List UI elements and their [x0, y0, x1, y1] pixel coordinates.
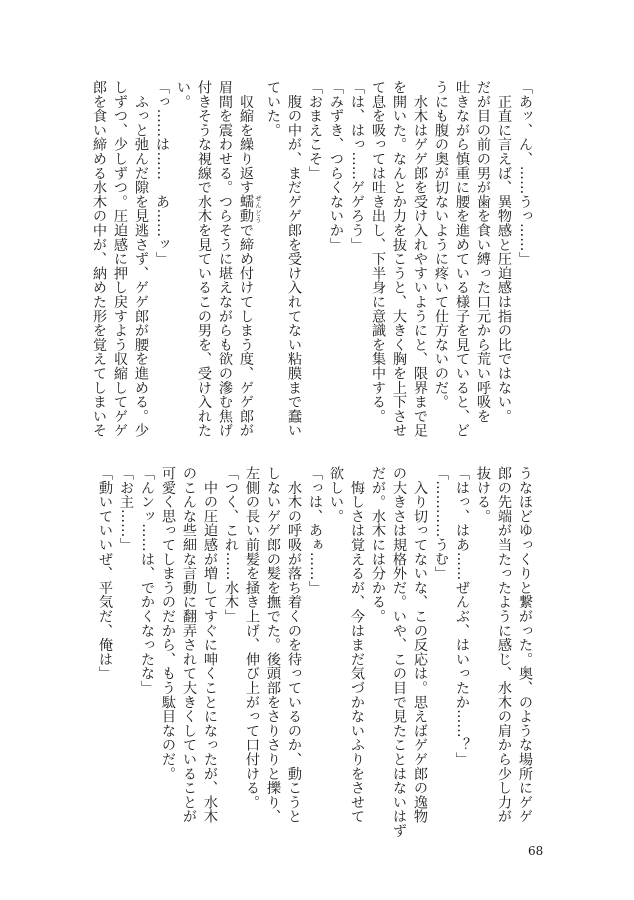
text-column: ていた。: [265, 80, 281, 138]
ruby-column-after: で締め付けてしまう度、ゲゲ郎が: [238, 223, 254, 438]
text-column: 入り切ってないな、この反応は。思えばゲゲ郎の逸物: [412, 466, 428, 824]
text-column: ふっと弛んだ隙を見逃さず、ゲゲ郎が腰を進める。少: [133, 80, 149, 438]
text-column: 「はっ、はあ……ぜんぶ、はいったか……？」: [454, 466, 470, 767]
text-column: 欲しい。: [328, 466, 344, 524]
text-column: 付きそうな視線で水木を見ているこの男を、受け入れた: [196, 80, 212, 438]
text-column: しないゲゲ郎の髪を撫でた。後頭部をさりさりと擽り、: [265, 466, 281, 824]
text-column: 左側の長い前髪を掻き上げ、伸び上がって口付ける。: [244, 466, 260, 810]
text-column: のこんな些細な言動に翻弄されて大きくしていることが: [181, 466, 197, 824]
text-column: 「おまえこそ」: [307, 80, 323, 181]
text-column: 「…………うむ」: [433, 466, 449, 581]
text-column: 水木はゲゲ郎を受け入れやすいようにと、限界まで足: [412, 80, 428, 438]
ruby-word: [238, 194, 262, 224]
text-column: 「お主……」: [118, 466, 134, 552]
text-column: を開いた。なんとか力を抜こうと、大きく胸を上下させ: [391, 80, 407, 438]
text-column: 抜ける。: [475, 466, 491, 524]
text-column: 「つく、これ……水木」: [223, 466, 239, 624]
text-column: 郎の先端が当たったように感じ、水木の肩から少し力が: [496, 466, 512, 824]
text-column: 「動いていいぜ、平気だ、俺は」: [97, 466, 113, 681]
text-column: い。: [175, 80, 191, 109]
text-column: うなほどゆっくりと繋がった。奥、のような場所にゲゲ: [517, 466, 533, 824]
page-number: 68: [528, 844, 544, 858]
text-column: 眉間を震わせる。つらそうに堪えながらも欲の滲む焦げ: [217, 80, 233, 438]
ruby-reading: ぜんどう: [254, 194, 262, 223]
text-column: 「あッ、ん、……うっ……」: [517, 80, 533, 266]
upper-text-block: [91, 80, 535, 452]
text-column: 吐きながら慎重に腰を進めている様子を見ていると、ど: [454, 80, 470, 438]
text-column: て息を吸っては吐き出し、下半身に意識を集中する。: [370, 80, 386, 424]
text-column-with-ruby: [235, 80, 262, 452]
text-column: だが。水木には分かる。: [370, 466, 386, 624]
ruby-column-before: 収縮を繰り返す: [238, 80, 254, 195]
text-column: 正直に言えば、異物感と圧迫感は指の比ではない。: [496, 80, 512, 424]
text-column: 郎を食い締める水木の中が、納めた形を覚えてしまいそ: [91, 80, 107, 438]
text-column: の大きさは規格外だ。いや、この目で見たことはないはず: [391, 466, 407, 838]
lower-text-block: [94, 466, 535, 838]
text-column: しずつ、少しずつ。圧迫感に押し戻すよう収縮してゲゲ: [112, 80, 128, 438]
text-column: 腹の中が、まだゲゲ郎を受け入れてない粘膜まで蠢い: [286, 80, 302, 438]
ruby-base: 蠕動: [238, 194, 254, 224]
text-column: 「っは、あぁ……」: [307, 466, 323, 595]
text-column: 「は、はっ……ゲゲろう」: [349, 80, 365, 252]
text-column: 中の圧迫感が増してすぐに呻くことになったが、水木: [202, 466, 218, 824]
text-column: うにも腹の奥が切ないように疼いて仕方ないのだ。: [433, 80, 449, 409]
text-column: 「んンッ……は、でかくなったな」: [139, 466, 155, 695]
text-column: 可愛く思ってしまうのだから、もう駄目なのだ。: [160, 466, 176, 781]
text-column: 「っ……は…… あ……ッ」: [154, 80, 170, 266]
text-column: 悔しさは覚えるが、今はまだ気づかないふりをさせて: [349, 466, 365, 824]
text-column: 水木の呼吸が落ち着くのを待っているのか、動こうと: [286, 466, 302, 824]
text-column: 「みずき、つらくないか」: [328, 80, 344, 252]
text-column: だが目の前の男が歯を食い縛った口元から荒い呼吸を: [475, 80, 491, 424]
